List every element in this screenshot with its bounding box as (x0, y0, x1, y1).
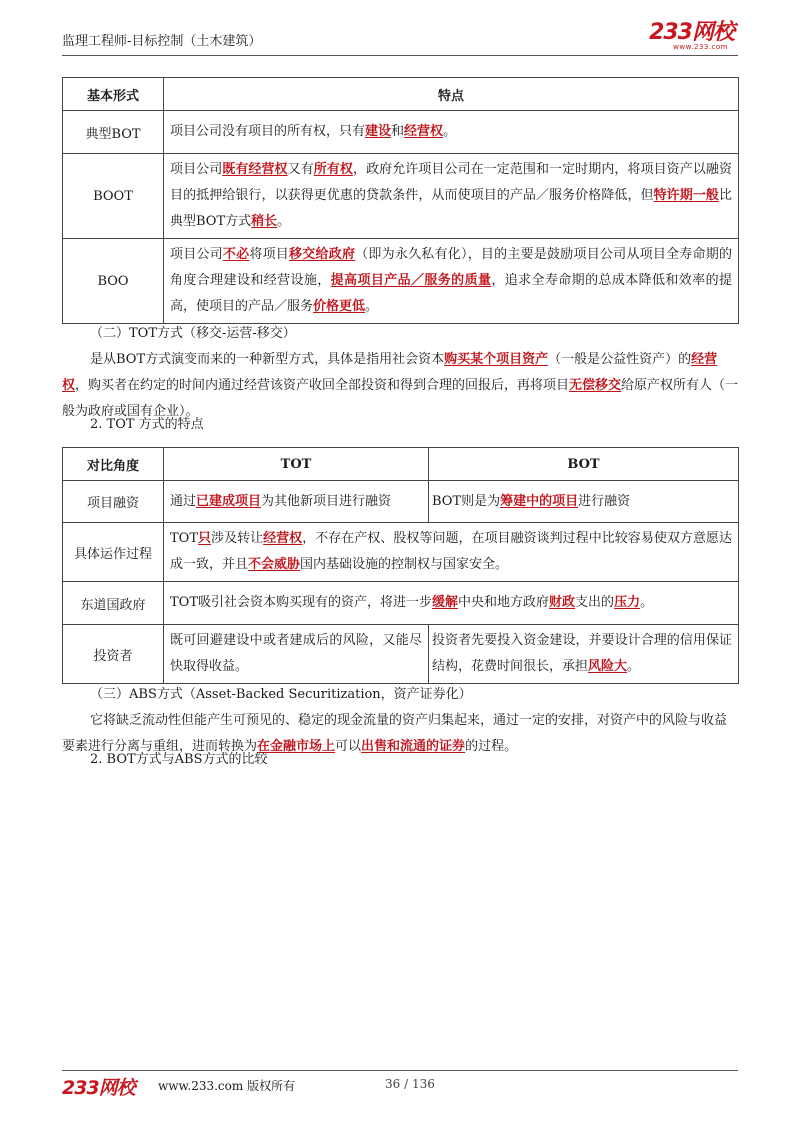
section-heading-abs: （三）ABS方式（Asset-Backed Securitization，资产证券化） (90, 687, 472, 702)
table-row (63, 625, 739, 684)
highlighted-term: 出售和流通的证券 (361, 739, 466, 754)
highlighted-term: 经营权 (263, 531, 303, 546)
highlighted-term: 特许期一般 (653, 188, 719, 203)
document-header-title: 监理工程师-目标控制（土木建筑） (62, 34, 262, 49)
highlighted-term: 既有经营权 (222, 162, 288, 177)
row-label: 东道国政府 (63, 582, 164, 625)
table-header-cell: 基本形式 (63, 78, 164, 111)
brand-logo (649, 22, 734, 51)
header-divider (62, 55, 738, 56)
highlighted-term: 不必 (222, 247, 250, 262)
tot-definition: 是从BOT方式演变而来的一种新型方式，具体是指用社会资本购买某个项目资产（一般是公益性资产）的经营权，购买者在约定的时间内通过经营该资产收回全部投资和得到合理的回报后，再将项目无偿移交给原产权所有人（一般为政府或国有企业）。 (62, 352, 739, 419)
section-subheading-tot-features: 2. TOT 方式的特点 (90, 417, 204, 432)
row-text: 项目公司既有经营权又有所有权，政府允许项目公司在一定范围和一定时期内，将项目资产以融资目的抵押给银行，以获得更优惠的贷款条件，从而使项目的产品／服务价格降低，但特许期一般比典型BOT方式稍长。 (164, 154, 739, 239)
section-subheading-bot-abs: 2. BOT方式与ABS方式的比较 (90, 752, 268, 767)
brand-logo-text: 233网校 (649, 20, 734, 45)
row-label: BOO (63, 239, 164, 324)
highlighted-term: 筹建中的项目 (500, 493, 579, 509)
highlighted-term: 缓解 (432, 595, 459, 610)
row-label: 投资者 (63, 625, 164, 684)
row-label: 具体运作过程 (63, 523, 164, 582)
abs-definition: 它将缺乏流动性但能产生可预见的、稳定的现金流量的资产归集起来，通过一定的安排，对资产中的风险与收益要素进行分离与重组，进而转换为在金融市场上可以出售和流通的证券的过程。 (62, 713, 728, 754)
table-row (63, 239, 739, 324)
highlighted-term: 不会威胁 (248, 557, 301, 572)
highlighted-term: 所有权 (313, 162, 353, 177)
highlighted-term: 价格更低 (313, 299, 366, 314)
table-row (63, 523, 739, 582)
row-label: 项目融资 (63, 481, 164, 523)
highlighted-term: 风险大 (588, 659, 628, 674)
table-header-cell: TOT (164, 448, 429, 481)
table-header-cell: 特点 (164, 78, 739, 111)
merged-cell: TOT只涉及转让经营权，不存在产权、股权等问题，在项目融资谈判过程中比较容易使双方意愿达成一致，并且不会威胁国内基础设施的控制权与国家安全。 (164, 523, 739, 582)
table-row (63, 154, 739, 239)
highlighted-term: 财政 (549, 595, 576, 610)
page-number: 36 / 136 (385, 1077, 435, 1091)
tot-cell: 通过已建成项目为其他新项目进行融资 (164, 481, 429, 523)
highlighted-term: 移交给政府 (289, 247, 356, 262)
bot-forms-table (62, 77, 739, 324)
row-text: 项目公司不必将项目移交给政府（即为永久私有化），目的主要是鼓励项目公司从项目全寿命期的角度合理建设和经营设施，提高项目产品／服务的质量，追求全寿命期的总成本降低和效率的提高，使项目的产品／服务价格更低。 (164, 239, 739, 324)
highlighted-term: 在金融市场上 (257, 739, 336, 754)
table-row (63, 111, 739, 154)
footer-divider (62, 1070, 738, 1071)
row-label: BOOT (63, 154, 164, 239)
tot-cell: 既可回避建设中或者建成后的风险，又能尽快取得收益。 (164, 625, 429, 684)
bot-cell: 投资者先要投入资金建设，并要设计合理的信用保证结构，花费时间很长，承担风险大。 (429, 625, 739, 684)
table-header-row (63, 448, 739, 481)
highlighted-term: 无偿移交 (569, 378, 622, 393)
highlighted-term: 经营权 (62, 352, 718, 393)
footer-copyright: www.233.com 版权所有 (158, 1079, 296, 1093)
merged-cell: TOT吸引社会资本购买现有的资产，将进一步缓解中央和地方政府财政支出的压力。 (164, 582, 739, 625)
brand-logo-url: www.233.com (673, 43, 728, 51)
section-heading-tot: （二）TOT方式（移交-运营-移交） (90, 326, 296, 341)
table-header-row (63, 78, 739, 111)
highlighted-term: 稍长 (251, 214, 278, 229)
bot-cell: BOT则是为筹建中的项目进行融资 (429, 481, 739, 523)
footer-logo: 233网校 (62, 1077, 135, 1099)
highlighted-term: 只 (198, 531, 212, 546)
table-row (63, 481, 739, 523)
highlighted-term: 已建成项目 (196, 493, 262, 509)
table-row (63, 582, 739, 625)
highlighted-term: 压力 (614, 595, 641, 610)
table-header-cell: BOT (429, 448, 739, 481)
row-label: 典型BOT (63, 111, 164, 154)
row-text: 项目公司没有项目的所有权，只有建设和经营权。 (164, 111, 739, 154)
highlighted-term: 建设 (365, 124, 392, 139)
table-header-cell: 对比角度 (63, 448, 164, 481)
highlighted-term: 购买某个项目资产 (444, 352, 549, 367)
highlighted-term: 提高项目产品／服务的质量 (330, 273, 492, 288)
tot-bot-comparison-table (62, 447, 739, 684)
highlighted-term: 经营权 (404, 124, 444, 139)
